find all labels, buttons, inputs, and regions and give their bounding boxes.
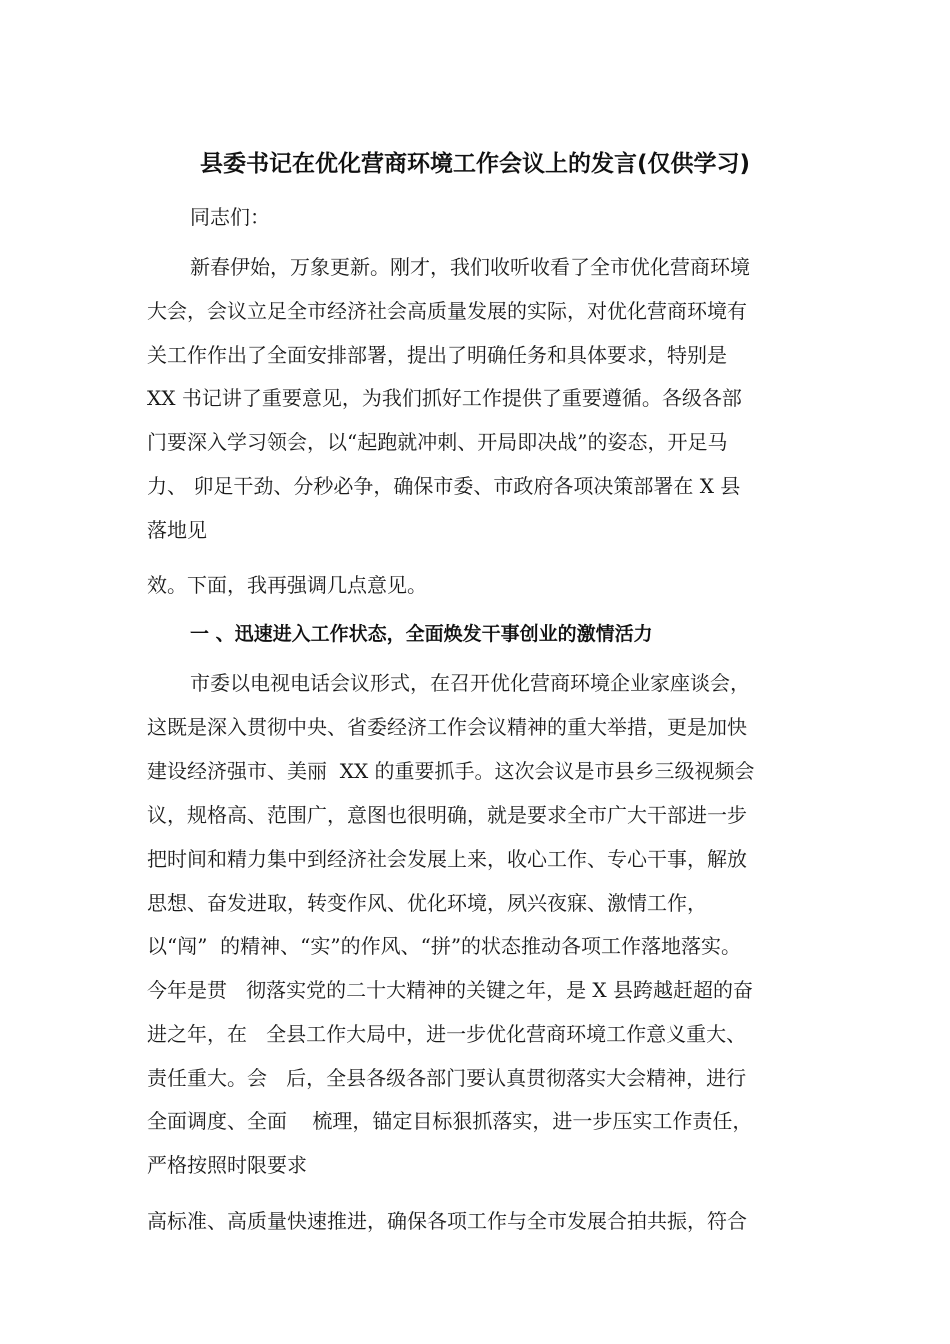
text-line: 思想、奋发进取，转变作风、优化环境，夙兴夜寐、激情工作， (147, 891, 707, 915)
text-line: 这既是深入贯彻中央、省委经济工作会议精神的重大举措，更是加快 (147, 715, 747, 739)
text-line: 新春伊始，万象更新。刚才，我们收听收看了全市优化营商环境 (190, 255, 750, 279)
text-line: 落地见 (147, 518, 207, 542)
salutation: 同志们： (190, 205, 270, 229)
text-line: XX 书记讲了重要意见，为我们抓好工作提供了重要遵循。各级各部 (147, 386, 742, 410)
text-line: 关工作作出了全面安排部署，提出了明确任务和具体要求，特别是 (147, 343, 727, 367)
text-line: 建设经济强市、美丽 XX 的重要抓手。这次会议是市县乡三级视频会 (147, 759, 755, 783)
text-line: 责任重大。会 后，全县各级各部门要认真贯彻落实大会精神，进行 (147, 1066, 747, 1090)
text-line: 市委以电视电话会议形式，在召开优化营商环境企业家座谈会， (190, 671, 750, 695)
text-line: 大会，会议立足全市经济社会高质量发展的实际，对优化营商环境有 (147, 299, 747, 323)
paragraph-transition: 效。下面，我再强调几点意见。 (147, 573, 427, 597)
section-heading: 一 、迅速进入工作状态，全面焕发干事创业的激情活力 (190, 623, 653, 645)
text-line: 今年是贯 彻落实党的二十大精神的关键之年，是 X 县跨越赶超的奋 (147, 978, 754, 1002)
text-line: 进之年，在 全县工作大局中，进一步优化营商环境工作意义重大、 (147, 1022, 747, 1046)
text-line: 把时间和精力集中到经济社会发展上来，收心工作、专心干事，解放 (147, 847, 747, 871)
text-line: 严格按照时限要求 (147, 1153, 307, 1177)
document-title: 县委书记在优化营商环境工作会议上的发言(仅供学习) (199, 151, 751, 177)
text-line: 门要深入学习领会，以“起跑就冲刺、开局即决战”的姿态，开足马 (147, 430, 728, 454)
text-line: 以“闯” 的精神、“实”的作风、“拼”的状态推动各项工作落地落实。 (147, 934, 742, 958)
text-line: 全面调度、全面 梳理，锚定目标狠抓落实，进一步压实工作责任， (147, 1109, 753, 1133)
text-line: 力、 卯足干劲、分秒必争，确保市委、市政府各项决策部署在 X 县 (147, 474, 741, 498)
paragraph-continuation: 高标准、高质量快速推进，确保各项工作与全市发展合拍共振，符合 (147, 1209, 747, 1233)
text-line: 议，规格高、范围广，意图也很明确，就是要求全市广大干部进一步 (147, 803, 747, 827)
